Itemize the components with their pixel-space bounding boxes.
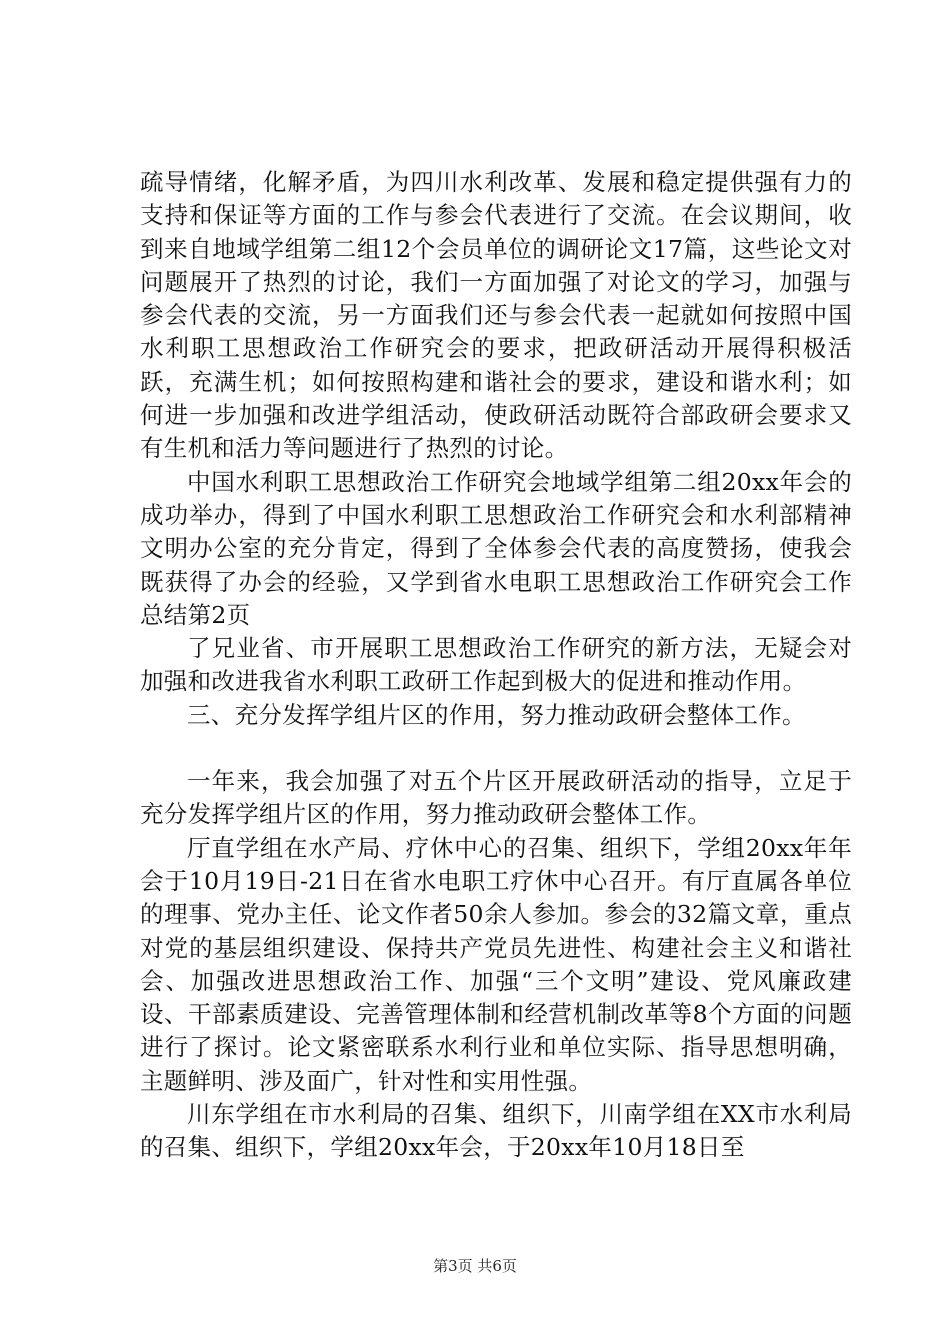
section-heading: 三、充分发挥学组片区的作用，努力推动政研会整体工作。 bbox=[187, 700, 806, 729]
paragraph-annual-meeting: 中国水利职工思想政治工作研究会地域学组第二组20xx年会的成功举办，得到了中国水利职工思想政治工作研究会和水利部精神文明办公室的充分肯定，得到了全体参会代表的高度赞扬，使我会既获得了办会的经验，又学到省水电职工思想政治工作研究会工作总结第2页 bbox=[140, 467, 852, 629]
paragraph-continuation: 疏导情绪，化解矛盾，为四川水利改革、发展和稳定提供强有力的支持和保证等方面的工作与参会代表进行了交流。在会议期间，收到来自地域学组第二组12个会员单位的调研论文17篇，这些论文对问题展开了热烈的讨论，我们一方面加强了对论文的学习，加强与参会代表的交流，另一方面我们还与参会代表一起就如何按照中国水利职工思想政治工作研究会的要求，把政研活动开展得积极活跃，充满生机；如何按照构建和谐社会的要求，建设和谐水利；如何进一步加强和改进学组活动，使政研活动既符合部政研会要求又有生机和活力等问题进行了热烈的讨论。 bbox=[140, 168, 852, 463]
document-body bbox=[140, 166, 852, 1165]
blank-line bbox=[140, 732, 852, 765]
paragraph-department-group: 厅直学组在水产局、疗休中心的召集、组织下，学组20xx年年会于10月19日-21日在省水电职工疗休中心召开。有厅直属各单位的理事、党办主任、论文作者50余人参加。参会的32篇文章，重点对党的基层组织建设、保持共产党员先进性、构建社会主义和谐社会、加强改进思想政治工作、加强“三个文明”建设、党风廉政建设、干部素质建设、完善管理体制和经营机制改革等8个方面的问题进行了探讨。论文紧密联系水利行业和单位实际、指导思想明确，主题鲜明、涉及面广，针对性和实用性强。 bbox=[140, 833, 852, 1095]
page-footer: 第3页 共6页 bbox=[433, 1257, 517, 1275]
paragraph-new-methods: 了兄业省、市开展职工思想政治工作研究的新方法，无疑会对加强和改进我省水利职工政研工作起到极大的促进和推动作用。 bbox=[140, 634, 852, 696]
paragraph-east-group: 川东学组在市水利局的召集、组织下，川南学组在XX市水利局的召集、组织下，学组20xx年会，于20xx年10月18日至 bbox=[140, 1100, 852, 1162]
paragraph-regional-guidance: 一年来，我会加强了对五个片区开展政研活动的指导，立足于充分发挥学组片区的作用，努力推动政研会整体工作。 bbox=[140, 767, 852, 829]
